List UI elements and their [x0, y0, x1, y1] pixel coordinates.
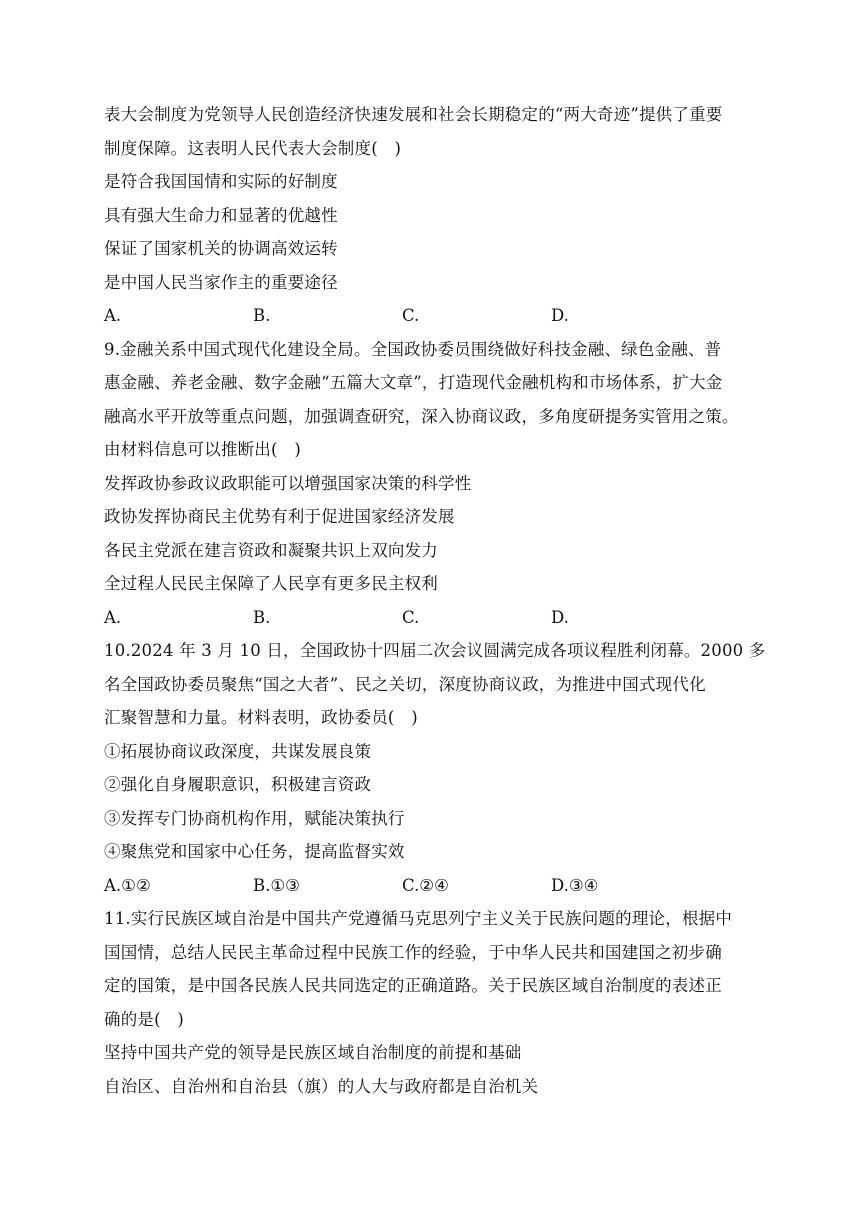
q10-option-b[interactable]: B.①③ [253, 875, 300, 895]
q10-stem-line: 10.2024 年 3 月 10 日，全国政协十四届二次会议圆满完成各项议程胜利闭幕。2000 多 [104, 641, 766, 660]
q11-stem-line: 定的国策，是中国各民族人民共同选定的正确道路。关于民族区域自治制度的表述正 [104, 976, 722, 995]
q10-statement: ④聚焦党和国家中心任务，提高监督实效 [104, 842, 405, 861]
q9-statement: 政协发挥协商民主优势有利于促进国家经济发展 [104, 507, 455, 526]
question-8 [104, 98, 784, 333]
q11-stem-line: 国国情，总结人民民主革命过程中民族工作的经验，于中华人民共和国建国之初步确 [104, 942, 722, 962]
q10-statement: ②强化自身履职意识，积极建言资政 [104, 775, 372, 794]
q8-option-d[interactable]: D. [551, 306, 569, 325]
question-11 [104, 902, 784, 1103]
q9-stem-line: 惠金融、养老金融、数字金融“五篇大文章”，打造现代金融机构和市场体系，扩大金 [104, 373, 723, 392]
q10-statement: ③发挥专门协商机构作用，赋能决策执行 [104, 808, 405, 828]
q10-options [104, 869, 784, 903]
q9-option-c[interactable]: C. [402, 607, 420, 627]
q8-option-a[interactable]: A. [104, 306, 122, 325]
q11-stem-line: 11.实行民族区域自治是中国共产党遵循马克思列宁主义关于民族问题的理论，根据中 [104, 909, 733, 928]
q11-statement: 坚持中国共产党的领导是民族区域自治制度的前提和基础 [104, 1043, 522, 1062]
question-9 [104, 333, 784, 635]
q8-statement: 是符合我国国情和实际的好制度 [104, 172, 338, 191]
q8-option-b[interactable]: B. [253, 306, 271, 325]
q9-stem-line: 9.金融关系中国式现代化建设全局。全国政协委员围绕做好科技金融、绿色金融、普 [104, 339, 722, 359]
q10-stem-line: 汇聚智慧和力量。材料表明，政协委员( ) [104, 708, 418, 727]
q8-statement: 保证了国家机关的协调高效运转 [104, 239, 338, 258]
q8-statement: 具有强大生命力和显著的优越性 [104, 205, 338, 225]
q9-option-d[interactable]: D. [551, 607, 569, 627]
q8-options [104, 299, 784, 333]
q9-stem-line: 由材料信息可以推断出( ) [104, 440, 301, 459]
q10-option-d[interactable]: D.③④ [551, 875, 599, 895]
q8-stem-line: 表大会制度为党领导人民创造经济快速发展和社会长期稳定的“两大奇迹”提供了重要 [104, 105, 723, 124]
q9-options [104, 601, 784, 635]
q11-stem-line: 确的是( ) [104, 1009, 185, 1029]
q9-option-b[interactable]: B. [253, 607, 271, 627]
q8-option-c[interactable]: C. [402, 306, 420, 325]
q9-statement: 发挥政协参政议政职能可以增强国家决策的科学性 [104, 473, 472, 493]
q10-option-a[interactable]: A.①② [104, 875, 151, 895]
q8-stem-line: 制度保障。这表明人民代表大会制度( ) [104, 138, 402, 158]
q9-statement: 各民主党派在建言资政和凝聚共识上双向发力 [104, 540, 438, 560]
q9-statement: 全过程人民民主保障了人民享有更多民主权利 [104, 574, 438, 593]
q10-stem-line: 名全国政协委员聚焦“国之大者”、民之关切，深度协商议政，为推进中国式现代化 [104, 674, 706, 694]
q10-statement: ①拓展协商议政深度，共谋发展良策 [104, 741, 372, 761]
question-10 [104, 634, 784, 902]
q9-stem-line: 融高水平开放等重点问题，加强调查研究，深入协商议政，多角度研提务实管用之策。 [104, 406, 739, 426]
q10-option-c[interactable]: C.②④ [402, 875, 449, 895]
document-page [104, 98, 784, 1103]
q11-statement: 自治区、自治州和自治县（旗）的人大与政府都是自治机关 [104, 1076, 539, 1096]
q8-statement: 是中国人民当家作主的重要途径 [104, 272, 338, 292]
q9-option-a[interactable]: A. [104, 607, 122, 627]
